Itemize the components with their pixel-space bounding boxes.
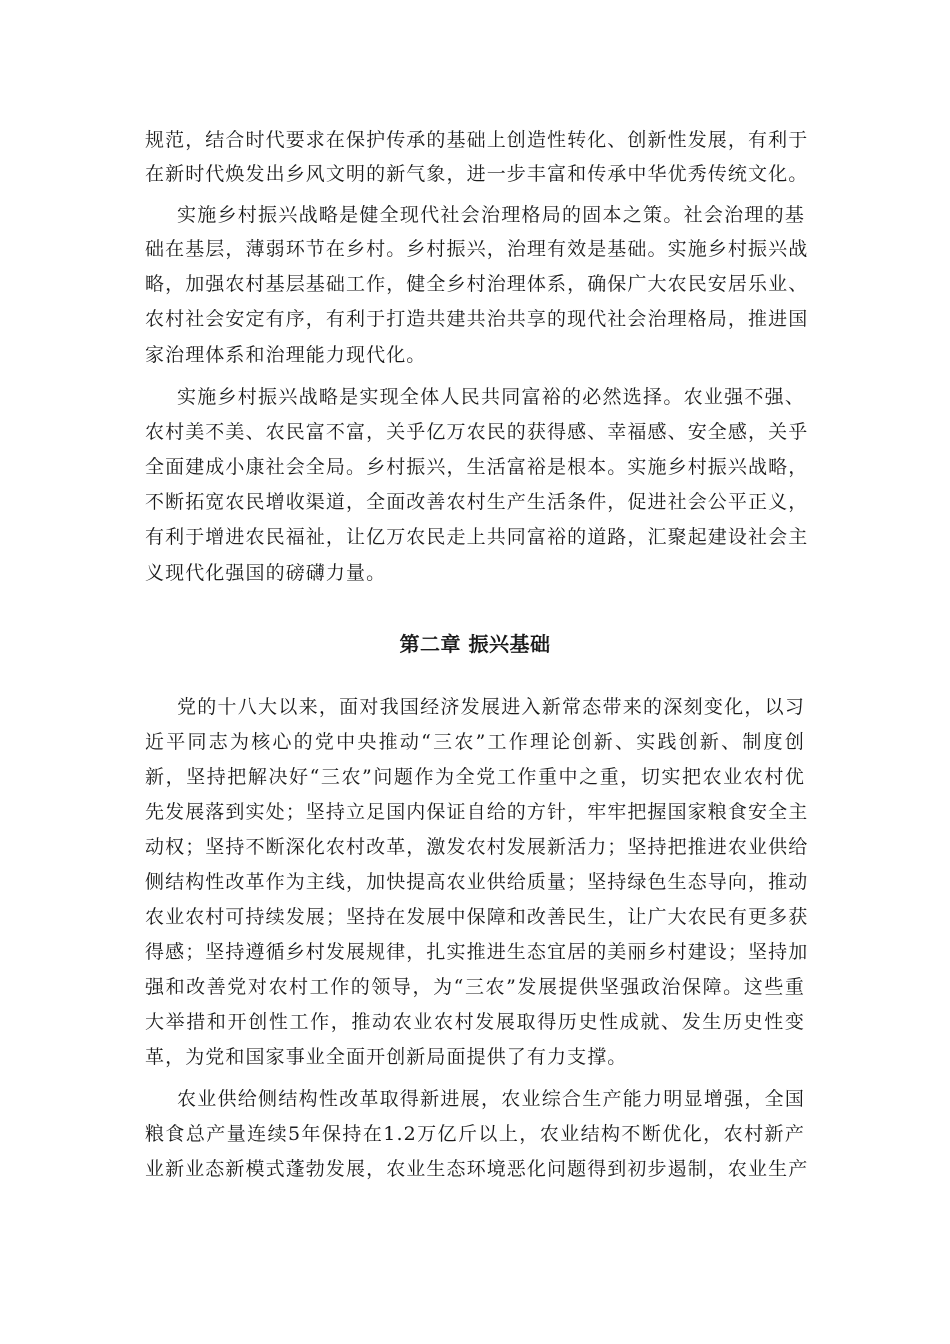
text-line: 近平同志为核心的党中央推动“三农”工作理论创新、实践创新、制度创 xyxy=(145,731,805,753)
text-line: 侧结构性改革作为主线，加快提高农业供给质量；坚持绿色生态导向，推动 xyxy=(145,871,809,893)
text-line: 实施乡村振兴战略是健全现代社会治理格局的固本之策。社会治理的基 xyxy=(177,204,805,226)
text-line: 新，坚持把解决好“三农”问题作为全党工作重中之重，切实把农业农村优 xyxy=(145,766,805,788)
text-line: 略，加强农村基层基础工作，健全乡村治理体系，确保广大农民安居乐业、 xyxy=(145,273,809,295)
text-line: 强和改善党对农村工作的领导，为“三农”发展提供坚强政治保障。这些重 xyxy=(145,976,805,998)
text-line: 先发展落到实处；坚持立足国内保证自给的方针，牢牢把握国家粮食安全主 xyxy=(145,801,809,823)
text-line: 农村社会安定有序，有利于打造共建共治共享的现代社会治理格局，推进国 xyxy=(145,308,809,330)
text-line: 有利于增进农民福祉，让亿万农民走上共同富裕的道路，汇聚起建设社会主 xyxy=(145,526,809,548)
text-line: 农业农村可持续发展；坚持在发展中保障和改善民生，让广大农民有更多获 xyxy=(145,906,809,928)
text-line: 革，为党和国家事业全面开创新局面提供了有力支撑。 xyxy=(145,1046,628,1068)
text-line: 础在基层，薄弱环节在乡村。乡村振兴，治理有效是基础。实施乡村振兴战 xyxy=(145,238,809,260)
text-line: 大举措和开创性工作，推动农业农村发展取得历史性成就、发生历史性变 xyxy=(145,1011,805,1033)
text-line: 农村美不美、农民富不富，关乎亿万农民的获得感、幸福感、安全感，关乎 xyxy=(145,421,809,443)
text-line: 在新时代焕发出乡风文明的新气象，进一步丰富和传承中华优秀传统文化。 xyxy=(145,163,809,185)
text-line: 家治理体系和治理能力现代化。 xyxy=(145,344,427,366)
text-line: 动权；坚持不断深化农村改革，激发农村发展新活力；坚持把推进农业供给 xyxy=(145,836,809,858)
text-line: 义现代化强国的磅礴力量。 xyxy=(145,562,387,584)
text-line: 粮食总产量连续5年保持在1.2万亿斤以上，农业结构不断优化，农村新产 xyxy=(145,1123,805,1145)
text-line: 党的十八大以来，面对我国经济发展进入新常态带来的深刻变化，以习 xyxy=(177,696,805,718)
chapter-heading: 第二章 振兴基础 xyxy=(399,632,551,656)
text-line: 全面建成小康社会全局。乡村振兴，生活富裕是根本。实施乡村振兴战略， xyxy=(145,456,809,478)
text-line: 不断拓宽农民增收渠道，全面改善农村生产生活条件，促进社会公平正义， xyxy=(145,491,809,513)
text-line: 农业供给侧结构性改革取得新进展，农业综合生产能力明显增强，全国 xyxy=(177,1088,805,1110)
text-line: 实施乡村振兴战略是实现全体人民共同富裕的必然选择。农业强不强、 xyxy=(177,386,805,408)
text-line: 得感；坚持遵循乡村发展规律，扎实推进生态宜居的美丽乡村建设；坚持加 xyxy=(145,941,809,963)
text-line: 规范，结合时代要求在保护传承的基础上创造性转化、创新性发展，有利于 xyxy=(145,129,809,151)
text-line: 业新业态新模式蓬勃发展，农业生态环境恶化问题得到初步遏制，农业生产 xyxy=(145,1158,809,1180)
